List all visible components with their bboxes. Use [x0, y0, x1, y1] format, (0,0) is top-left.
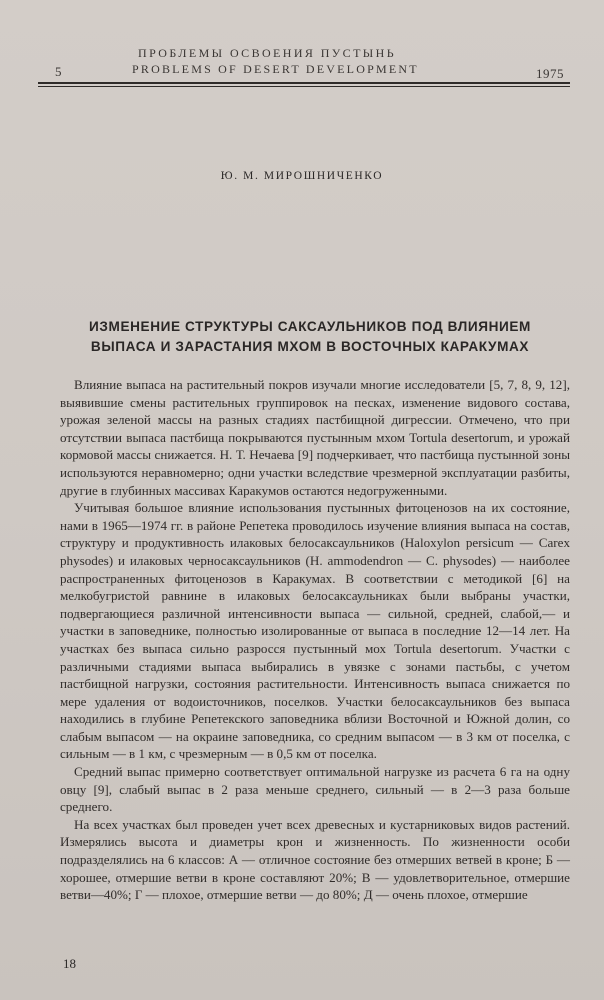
issue-number: 5 — [55, 64, 62, 79]
page-number: 18 — [63, 956, 76, 971]
article-author: Ю. М. МИРОШНИЧЕНКО — [220, 170, 384, 182]
paragraph: Средний выпас примерно соответствует оптимальной нагрузке из расчета 6 га на одну овцу [9], слабый выпас в 2 раза меньше среднего, сильный — в 2—3 раза больше среднего. — [60, 764, 570, 815]
journal-title-ru: ПРОБЛЕМЫ ОСВОЕНИЯ ПУСТЫНЬ — [138, 46, 397, 60]
header-rule-thin — [38, 86, 570, 87]
paragraph: Учитывая большое влияние использования пустынных фитоценозов на их состояние, нами в 1965—1974 гг. в районе Репетека проводилось изучение влияния выпаса на состав, структуру и продуктивность илаковых белосаксаульников (Haloxylon persicum — Carex physodes) и илаковых черносаксаульников (H. ammodendron — C. physodes) — наиболее распространенных фитоценозов в Каракумах. В соответствии с методикой [6] на мелкобугристой равнине в илаковых белосаксаульниках были выбраны участки, подвергающиеся различной интенсивности выпаса — сильной, средней, слабой,— и участки в заповеднике, полностью изолированные от выпаса в последние 12—14 лет. На участках без выпаса сильно разросся пустынный мох Tortula desertorum. Участки с различными стадиями выпаса выбирались в увязке с зонами пастьбы, с учетом пастбищной нагрузки, состояния растительности. Интенсивность выпаса снижается по мере удаления от водоисточников, поселков. Участки белосаксаульников без выпаса находились в глубине Репетекского заповедника вблизи Восточной и Южной долин, со слабым выпасом — на окраине заповедника, со средним выпасом — в 3 км от поселка, с сильным — в 1 км, с чрезмерным — в 0,5 км от поселка. — [60, 500, 570, 762]
article-title-line-1: ИЗМЕНЕНИЕ СТРУКТУРЫ САКСАУЛЬНИКОВ ПОД ВЛИЯНИЕМ — [89, 319, 531, 334]
article-title — [40, 317, 580, 357]
paragraph: Влияние выпаса на растительный покров изучали многие исследователи [5, 7, 8, 9, 12], выявившие смены растительных группировок на песках, изменение видового состава, урожая зеленой массы на разных стадиях пастбищной дигрессии. Отмечено, что при отсутствии выпаса пастбища покрываются пустынным мхом Tortula desertorum, и урожай кормовой массы снижается. Н. Т. Нечаева [9] подчеркивает, что пастбища пустынной зоны используются неравномерно; одни участки вследствие чрезмерной эксплуатации разбиты, другие в глубинных массивах Каракумов остаются недогруженными. — [60, 377, 570, 498]
article-title-line-2: ВЫПАСА И ЗАРАСТАНИЯ МХОМ В ВОСТОЧНЫХ КАРАКУМАХ — [90, 339, 530, 354]
journal-title-en: PROBLEMS OF DESERT DEVELOPMENT — [132, 62, 419, 76]
issue-year: 1975 — [536, 66, 564, 81]
header-rule-thick — [38, 82, 570, 84]
paragraph: На всех участках был проведен учет всех древесных и кустарниковых видов растений. Измерялись высота и диаметры крон и жизненность. По жизненности особи подразделялись на 6 классов: А — отличное состояние без отмерших ветвей в кроне; Б — хорошее, отмершие ветви в кроне составляют 20%; В — удовлетворительное, отмершие ветви—40%; Г — плохое, отмершие ветви — до 80%; Д — очень плохое, отмершие — [60, 816, 570, 903]
article-body — [60, 376, 570, 904]
